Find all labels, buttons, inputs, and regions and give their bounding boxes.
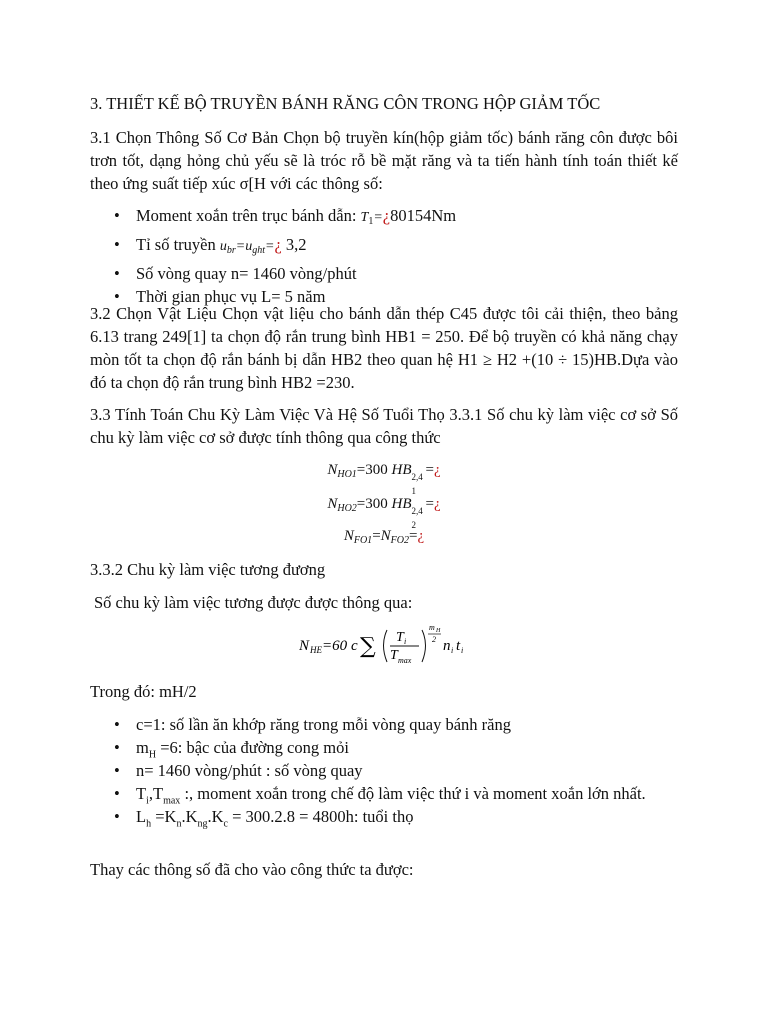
svg-text:H: H [436, 628, 441, 634]
svg-text:max: max [398, 656, 412, 665]
bullet-icon: • [114, 761, 120, 780]
paragraph-3-1: 3.1 Chọn Thông Số Cơ Bản Chọn bộ truyền kín(hộp giảm tốc) bánh răng côn được bôi trơn tốt, dạng hỏng chủ yếu sẽ là tróc rỗ bề mặt răng và ta tiến hành tính toán thiết kế theo ứng suất tiếp xúc σ[H với các thông số: [90, 128, 678, 193]
bullet-icon: • [114, 807, 120, 826]
glyph-error: ¿ [417, 528, 425, 544]
bullet-icon: • [114, 784, 120, 803]
list-item-c: • c=1: số lần ăn khớp răng trong mỗi vòng quay bánh răng [114, 715, 511, 734]
glyph-error: ¿ [382, 206, 391, 225]
bullet-icon: • [114, 287, 120, 306]
bullet-icon: • [114, 715, 120, 734]
formula-T1: $T_1=$ [360, 210, 383, 227]
glyph-error: ¿ [433, 462, 441, 478]
list-item-n: • n= 1460 vòng/phút : số vòng quay [114, 761, 363, 780]
svg-text:∑: ∑ [360, 634, 376, 659]
section-heading: 3. THIẾT KẾ BỘ TRUYỀN BÁNH RĂNG CÔN TRONG HỘP GIẢM TỐC [90, 94, 601, 113]
paragraph-3-2: 3.2 Chọn Vật Liệu Chọn vật liệu cho bánh dẫn thép C45 được tôi cải thiện, theo bảng 6.13 trang 249[1] ta chọn độ rắn trung bình HB1 = 250. Để bộ truyền có khả năng chạy mòn tốt ta chọn độ rắn bánh bị dẫn HB2 theo quan hệ H1 ≥ H2 +(10 ÷ 15)HB.Dựa vào đó ta chọn độ rắn trung bình HB2 =230. [90, 304, 678, 392]
parameter-list [90, 204, 678, 308]
svg-text:i: i [404, 637, 407, 646]
equation-nho2: $N_{HO2}=300$ HB 2,4 2 =¿ [327, 496, 441, 530]
svg-text:HE: HE [310, 645, 322, 655]
svg-text:c: c [351, 638, 358, 654]
svg-text:i: i [461, 646, 464, 655]
nhe-formula-svg [299, 622, 469, 668]
equation-nho1: $N_{HO1}=300$ HB 2,4 1 =¿ [327, 462, 441, 496]
bullet-icon: • [114, 206, 120, 225]
list-item-mh: • $m_H =6$: bậc của đường cong mỏi [114, 738, 349, 761]
equation-nfo: $N_{FO1}=N_{FO2}=¿$ [343, 528, 425, 546]
list-item-speed: • Số vòng quay n= 1460 vòng/phút [114, 264, 357, 283]
paragraph-3-3-2: Số chu kỳ làm việc tương được được thông qua: [94, 593, 413, 612]
svg-text:t: t [456, 638, 461, 654]
svg-text:2: 2 [432, 635, 436, 644]
variable-list [90, 713, 678, 828]
svg-text:N: N [299, 638, 310, 654]
trong-do-line: Trong đó: mH/2 [90, 682, 197, 701]
svg-text:m: m [429, 623, 435, 632]
list-item-lh: • $L_h =K_n.K_{ng}.K_c = 300.2.8 = 4800h$: tuổi thọ [114, 807, 414, 830]
equation-nhe [90, 622, 678, 668]
paragraph-3-3: 3.3 Tính Toán Chu Kỳ Làm Việc Và Hệ Số Tuổi Thọ 3.3.1 Số chu kỳ làm việc cơ sở Số chu kỳ làm việc cơ sở được tính thông qua công thức [90, 405, 678, 447]
bullet-icon: • [114, 738, 120, 757]
svg-text:=60: =60 [322, 638, 348, 654]
subheading-3-3-2: 3.3.2 Chu kỳ làm việc tương đương [90, 560, 326, 579]
glyph-error: ¿ [274, 235, 282, 254]
glyph-error: ¿ [433, 496, 441, 512]
formula-ratio: $u_{br}=u_{ght}=$ [219, 239, 275, 256]
svg-text:T: T [396, 630, 404, 645]
svg-text:T: T [390, 648, 398, 663]
svg-text:n: n [443, 638, 451, 654]
svg-text:i: i [451, 646, 454, 655]
list-item-t: • $T_i,T_{max}$ :, moment xoắn trong chế độ làm việc thứ i và moment xoắn lớn nhất. [114, 784, 646, 807]
bullet-icon: • [114, 264, 120, 283]
list-item-life: • Thời gian phục vụ L= 5 năm [114, 287, 326, 306]
list-item-moment: • Moment xoắn trên trục bánh dẫn: $T_1=¿80154Nm$ [114, 206, 457, 227]
final-line: Thay các thông số đã cho vào công thức ta được: [90, 860, 414, 879]
list-item-ratio: • Tỉ số truyền $u_{br}=u_{ght}=¿$ 3,2 [114, 235, 307, 256]
bullet-icon: • [114, 235, 120, 254]
